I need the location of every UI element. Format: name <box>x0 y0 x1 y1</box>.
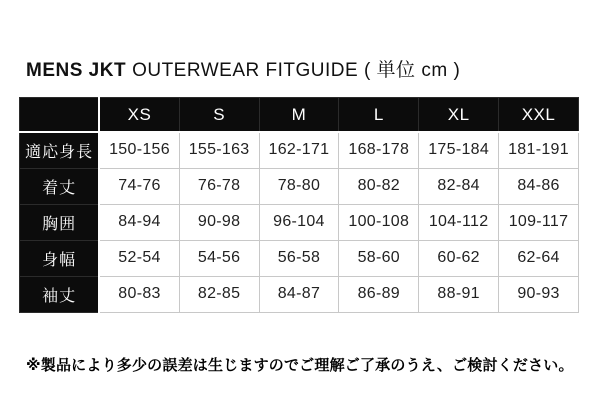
column-header-l: L <box>339 98 419 133</box>
size-value-cell: 80-83 <box>99 276 179 312</box>
size-value-cell: 168-178 <box>339 132 419 168</box>
size-value-cell: 54-56 <box>179 240 259 276</box>
table-row-height <box>20 132 579 168</box>
size-value-cell: 162-171 <box>259 132 339 168</box>
disclaimer-note: ※製品により多少の誤差は生じますのでご理解ご了承のうえ、ご検討ください。 <box>26 357 574 374</box>
column-header-xs: XS <box>99 98 179 133</box>
size-value-cell: 84-86 <box>499 168 579 204</box>
size-value-cell: 58-60 <box>339 240 419 276</box>
size-value-cell: 109-117 <box>499 204 579 240</box>
size-value-cell: 82-85 <box>179 276 259 312</box>
corner-cell <box>20 98 100 133</box>
size-value-cell: 90-93 <box>499 276 579 312</box>
title-brand: MENS JKT <box>26 60 127 81</box>
size-value-cell: 60-62 <box>419 240 499 276</box>
size-value-cell: 175-184 <box>419 132 499 168</box>
size-value-cell: 76-78 <box>179 168 259 204</box>
page-title <box>26 58 460 84</box>
size-value-cell: 78-80 <box>259 168 339 204</box>
size-table <box>19 97 579 313</box>
table-row-chest <box>20 204 579 240</box>
size-value-cell: 100-108 <box>339 204 419 240</box>
row-label-sleeve-length: 袖丈 <box>20 276 100 312</box>
column-header-s: S <box>179 98 259 133</box>
table-row-sleeve-length <box>20 276 579 312</box>
size-value-cell: 56-58 <box>259 240 339 276</box>
size-value-cell: 74-76 <box>99 168 179 204</box>
size-value-cell: 155-163 <box>179 132 259 168</box>
size-value-cell: 80-82 <box>339 168 419 204</box>
column-header-m: M <box>259 98 339 133</box>
table-row-body-width <box>20 240 579 276</box>
row-label-body-width: 身幅 <box>20 240 100 276</box>
size-value-cell: 82-84 <box>419 168 499 204</box>
size-value-cell: 88-91 <box>419 276 499 312</box>
size-value-cell: 150-156 <box>99 132 179 168</box>
table-header-row <box>20 98 579 133</box>
size-value-cell: 181-191 <box>499 132 579 168</box>
size-value-cell: 90-98 <box>179 204 259 240</box>
size-value-cell: 62-64 <box>499 240 579 276</box>
size-value-cell: 96-104 <box>259 204 339 240</box>
size-value-cell: 86-89 <box>339 276 419 312</box>
size-value-cell: 84-87 <box>259 276 339 312</box>
size-value-cell: 104-112 <box>419 204 499 240</box>
row-label-height: 適応身長 <box>20 132 100 168</box>
size-value-cell: 84-94 <box>99 204 179 240</box>
size-value-cell: 52-54 <box>99 240 179 276</box>
title-subtitle: OUTERWEAR FITGUIDE ( 単位 cm ) <box>132 60 461 81</box>
row-label-body-length: 着丈 <box>20 168 100 204</box>
table-row-body-length <box>20 168 579 204</box>
column-header-xl: XL <box>419 98 499 133</box>
column-header-xxl: XXL <box>499 98 579 133</box>
row-label-chest: 胸囲 <box>20 204 100 240</box>
